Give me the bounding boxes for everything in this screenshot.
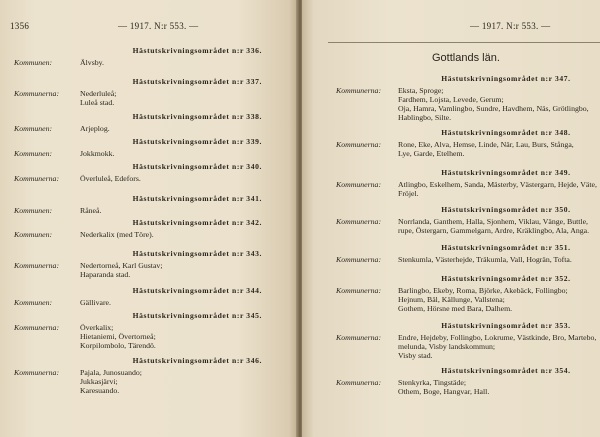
municipality-list: Pajala, Junosuando; Jukkasjärvi; Karesuando. <box>80 368 142 395</box>
running-title: — 1917. N:r 553. — <box>470 21 551 31</box>
district-entry <box>336 74 600 122</box>
municipality-list: Nederluleå; Luleå stad. <box>80 89 117 107</box>
municipality-list: Rone, Eke, Alva, Hemse, Linde, När, Lau, Burs, Stånga, Lye, Garde, Etelhem. <box>398 140 574 158</box>
municipality-label: Kommunerna: <box>336 333 382 342</box>
district-heading: Hästutskrivningsområdet n:r 354. <box>441 366 571 375</box>
municipality-list: Arjeplog. <box>80 124 110 133</box>
district-heading: Hästutskrivningsområdet n:r 344. <box>132 286 262 295</box>
municipality-list: Älvsby. <box>80 58 104 67</box>
district-entry <box>14 218 290 239</box>
district-entry <box>336 243 600 264</box>
municipality-label: Kommunen: <box>14 298 53 307</box>
municipality-label: Kommunerna: <box>14 261 60 270</box>
municipality-label: Kommunerna: <box>14 323 60 332</box>
district-entry <box>14 77 290 107</box>
district-entry <box>336 205 600 235</box>
district-heading: Hästutskrivningsområdet n:r 341. <box>132 194 262 203</box>
district-entry <box>336 168 600 198</box>
municipality-list: Eksta, Sproge; Fardhem, Lojsta, Levede, Gerum; Oja, Hamra, Vamlingbo, Sundre, Havdhem, Näs, Grötlingbo, Hablingbo, Silte. <box>398 86 589 122</box>
district-heading: Hästutskrivningsområdet n:r 336. <box>132 46 262 55</box>
municipality-label: Kommunerna: <box>336 217 382 226</box>
municipality-list: Jokkmokk. <box>80 149 115 158</box>
municipality-list: Råneå. <box>80 206 102 215</box>
municipality-list: Överluleå, Edefors. <box>80 174 141 183</box>
district-heading: Hästutskrivningsområdet n:r 350. <box>441 205 571 214</box>
municipality-list: Atlingbo, Eskelhem, Sanda, Mästerby, Västergarn, Hejde, Väte, Fröjel. <box>398 180 597 198</box>
district-entry <box>14 162 290 183</box>
district-entry <box>14 286 290 307</box>
right-page <box>302 0 600 437</box>
district-heading: Hästutskrivningsområdet n:r 339. <box>132 137 262 146</box>
municipality-label: Kommunen: <box>14 206 53 215</box>
municipality-label: Kommunerna: <box>14 174 60 183</box>
municipality-list: Nedertorneå, Karl Gustav; Haparanda stad. <box>80 261 163 279</box>
municipality-list: Barlingbo, Ekeby, Roma, Björke, Akebäck, Follingbo; Hejnum, Bäl, Källunge, Vallstena; Gothem, Hörsne med Bara, Dalhem. <box>398 286 568 313</box>
district-entry <box>14 137 290 158</box>
district-heading: Hästutskrivningsområdet n:r 340. <box>132 162 262 171</box>
district-heading: Hästutskrivningsområdet n:r 348. <box>441 128 571 137</box>
municipality-label: Kommunerna: <box>14 368 60 377</box>
left-page <box>0 0 298 437</box>
district-entry <box>14 249 290 279</box>
district-heading: Hästutskrivningsområdet n:r 346. <box>132 356 262 365</box>
municipality-list: Stenkumla, Västerhejde, Träkumla, Vall, Hogrän, Tofta. <box>398 255 572 264</box>
district-heading: Hästutskrivningsområdet n:r 337. <box>132 77 262 86</box>
district-heading: Hästutskrivningsområdet n:r 347. <box>441 74 571 83</box>
district-heading: Hästutskrivningsområdet n:r 353. <box>441 321 571 330</box>
municipality-label: Kommunen: <box>14 58 53 67</box>
district-heading: Hästutskrivningsområdet n:r 343. <box>132 249 262 258</box>
district-heading: Hästutskrivningsområdet n:r 345. <box>132 311 262 320</box>
municipality-list: Nederkalix (med Töre). <box>80 230 154 239</box>
running-title: — 1917. N:r 553. — <box>118 21 199 31</box>
municipality-list: Norrlanda, Ganthem, Halla, Sjonhem, Viklau, Vänge, Buttle, rupe, Östergarn, Gammelgarn, Ardre, Kräklingbo, Ala, Anga. <box>398 217 590 235</box>
municipality-list: Endre, Hejdeby, Follingbo, Lokrume, Västkinde, Bro, Martebo, melunda, Visby landskommun; Visby stad. <box>398 333 597 360</box>
municipality-list: Gällivare. <box>80 298 111 307</box>
municipality-label: Kommunerna: <box>336 86 382 95</box>
district-heading: Hästutskrivningsområdet n:r 338. <box>132 112 262 121</box>
district-entry <box>336 128 600 158</box>
municipality-label: Kommunerna: <box>336 140 382 149</box>
municipality-label: Kommunerna: <box>336 180 382 189</box>
district-entry <box>336 366 600 396</box>
municipality-list: Överkalix; Hietaniemi, Övertorneå; Korpilombolo, Tärendö. <box>80 323 156 350</box>
municipality-label: Kommunerna: <box>14 89 60 98</box>
municipality-label: Kommunen: <box>14 149 53 158</box>
municipality-label: Kommunerna: <box>336 286 382 295</box>
municipality-label: Kommunen: <box>14 124 53 133</box>
district-entry <box>14 46 290 67</box>
municipality-label: Kommunerna: <box>336 378 382 387</box>
district-entry <box>14 311 290 350</box>
municipality-label: Kommunerna: <box>336 255 382 264</box>
rule-line <box>328 42 600 43</box>
district-heading: Hästutskrivningsområdet n:r 342. <box>132 218 262 227</box>
district-entry <box>336 321 600 360</box>
district-entry <box>14 356 290 395</box>
district-entry <box>14 112 290 133</box>
municipality-list: Stenkyrka, Tingstäde; Othem, Boge, Hangvar, Hall. <box>398 378 490 396</box>
county-title: Gottlands län. <box>432 52 500 64</box>
district-entry <box>14 194 290 215</box>
district-heading: Hästutskrivningsområdet n:r 352. <box>441 274 571 283</box>
district-heading: Hästutskrivningsområdet n:r 351. <box>441 243 571 252</box>
page-number: 1356 <box>10 21 30 31</box>
district-heading: Hästutskrivningsområdet n:r 349. <box>441 168 571 177</box>
municipality-label: Kommunen: <box>14 230 53 239</box>
district-entry <box>336 274 600 313</box>
